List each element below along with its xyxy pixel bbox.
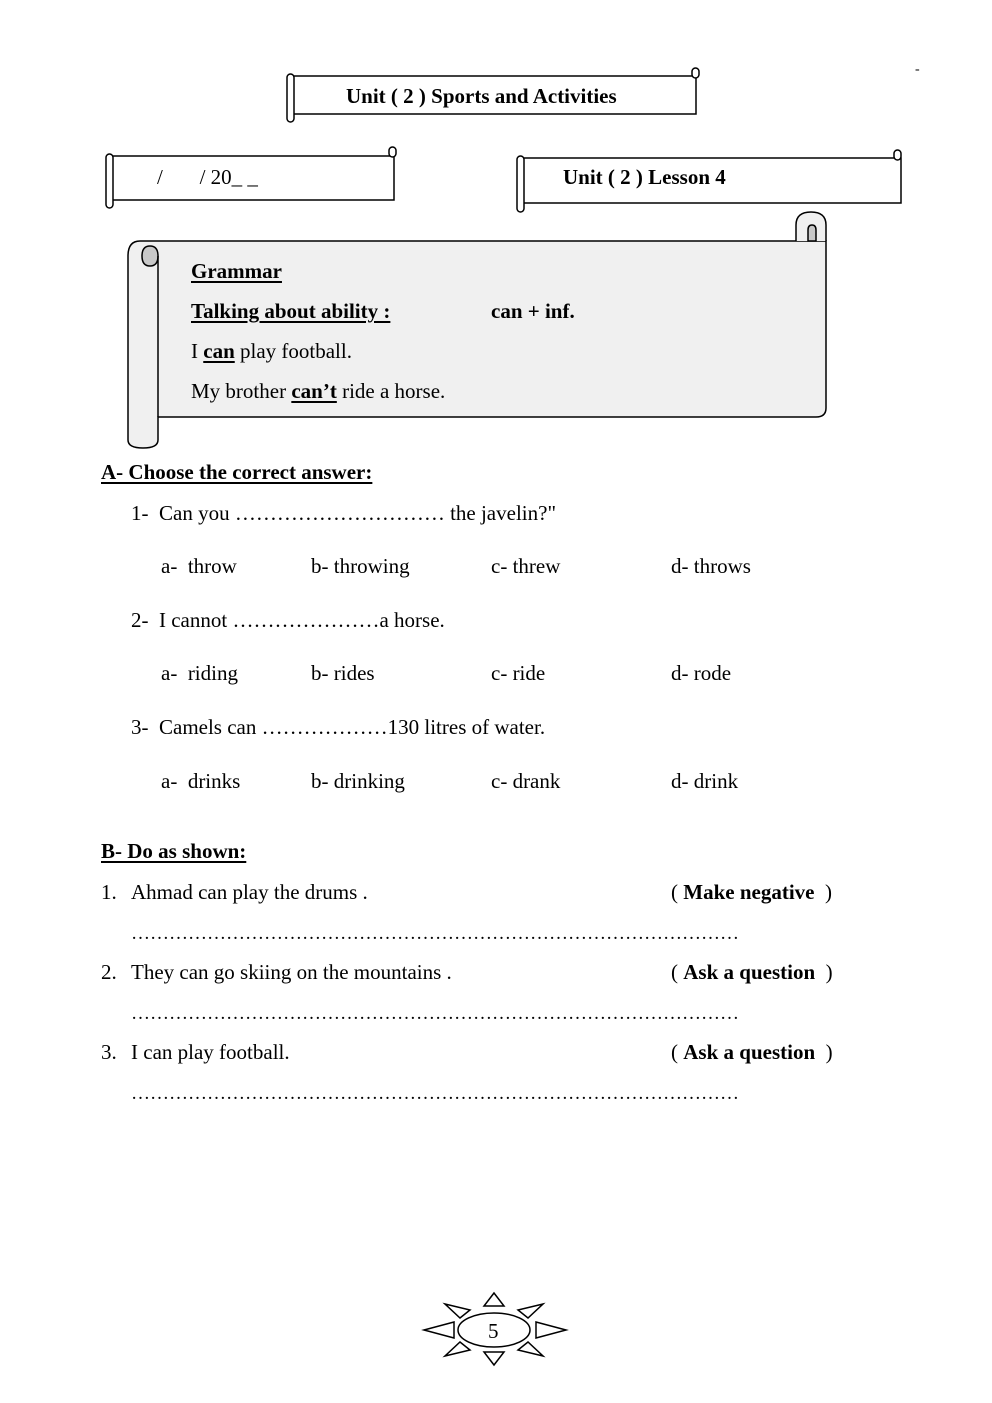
date-field[interactable]: / / 20_ _ bbox=[157, 165, 258, 189]
page-number: 5 bbox=[488, 1319, 499, 1343]
option-b[interactable]: b- rides bbox=[311, 661, 375, 685]
item-instruction bbox=[671, 880, 832, 904]
keyword: can bbox=[203, 339, 235, 363]
grammar-topic: Talking about ability : bbox=[191, 299, 391, 323]
question-3: 3- Camels can ………………130 litres of water. bbox=[131, 715, 546, 739]
item-sentence: Ahmad can play the drums . bbox=[131, 880, 368, 904]
item-instruction bbox=[671, 1040, 833, 1064]
answer-line[interactable]: …………………………………………………………………………………… bbox=[131, 1083, 739, 1104]
option-a[interactable]: a- throw bbox=[161, 554, 237, 578]
section-a-heading: A- Choose the correct answer: bbox=[101, 460, 373, 484]
keyword: can’t bbox=[291, 379, 337, 403]
option-d[interactable]: d- throws bbox=[671, 554, 751, 578]
item-sentence: I can play football. bbox=[131, 1040, 290, 1064]
item-number: 2. bbox=[101, 960, 117, 984]
instruction-text: Ask a question bbox=[683, 1040, 816, 1064]
grammar-example-2 bbox=[191, 379, 445, 403]
lesson-label: Unit ( 2 ) Lesson 4 bbox=[563, 165, 726, 189]
item-number: 1. bbox=[101, 880, 117, 904]
item-instruction bbox=[671, 960, 833, 984]
question-1: 1- Can you ………………………… the javelin?" bbox=[131, 501, 557, 525]
option-b[interactable]: b- drinking bbox=[311, 769, 405, 793]
paren: ) bbox=[814, 880, 832, 904]
item-sentence: They can go skiing on the mountains . bbox=[131, 960, 452, 984]
instruction-text: Make negative bbox=[683, 880, 815, 904]
option-b[interactable]: b- throwing bbox=[311, 554, 410, 578]
option-c[interactable]: c- drank bbox=[491, 769, 561, 793]
paren: ) bbox=[815, 960, 833, 984]
option-d[interactable]: d- rode bbox=[671, 661, 732, 685]
paren: ( bbox=[671, 1040, 684, 1064]
section-b-heading: B- Do as shown: bbox=[101, 839, 247, 863]
question-2: 2- I cannot …………………a horse. bbox=[131, 608, 445, 632]
option-a[interactable]: a- drinks bbox=[161, 769, 241, 793]
grammar-example-1 bbox=[191, 339, 352, 363]
grammar-heading: Grammar bbox=[191, 259, 282, 283]
text: ride a horse. bbox=[336, 379, 446, 403]
item-number: 3. bbox=[101, 1040, 117, 1064]
unit-title: Unit ( 2 ) Sports and Activities bbox=[346, 84, 617, 108]
option-a[interactable]: a- riding bbox=[161, 661, 238, 685]
instruction-text: Ask a question bbox=[683, 960, 816, 984]
grammar-rule: can + inf. bbox=[491, 299, 575, 323]
option-d[interactable]: d- drink bbox=[671, 769, 739, 793]
paren: ) bbox=[815, 1040, 833, 1064]
answer-line[interactable]: …………………………………………………………………………………… bbox=[131, 1003, 739, 1024]
text: I bbox=[191, 339, 204, 363]
paren: ( bbox=[671, 960, 684, 984]
text: My brother bbox=[191, 379, 292, 403]
option-c[interactable]: c- ride bbox=[491, 661, 546, 685]
corner-mark: - bbox=[915, 62, 920, 77]
option-c[interactable]: c- threw bbox=[491, 554, 561, 578]
paren: ( bbox=[671, 880, 684, 904]
answer-line[interactable]: …………………………………………………………………………………… bbox=[131, 923, 739, 944]
text: play football. bbox=[234, 339, 352, 363]
